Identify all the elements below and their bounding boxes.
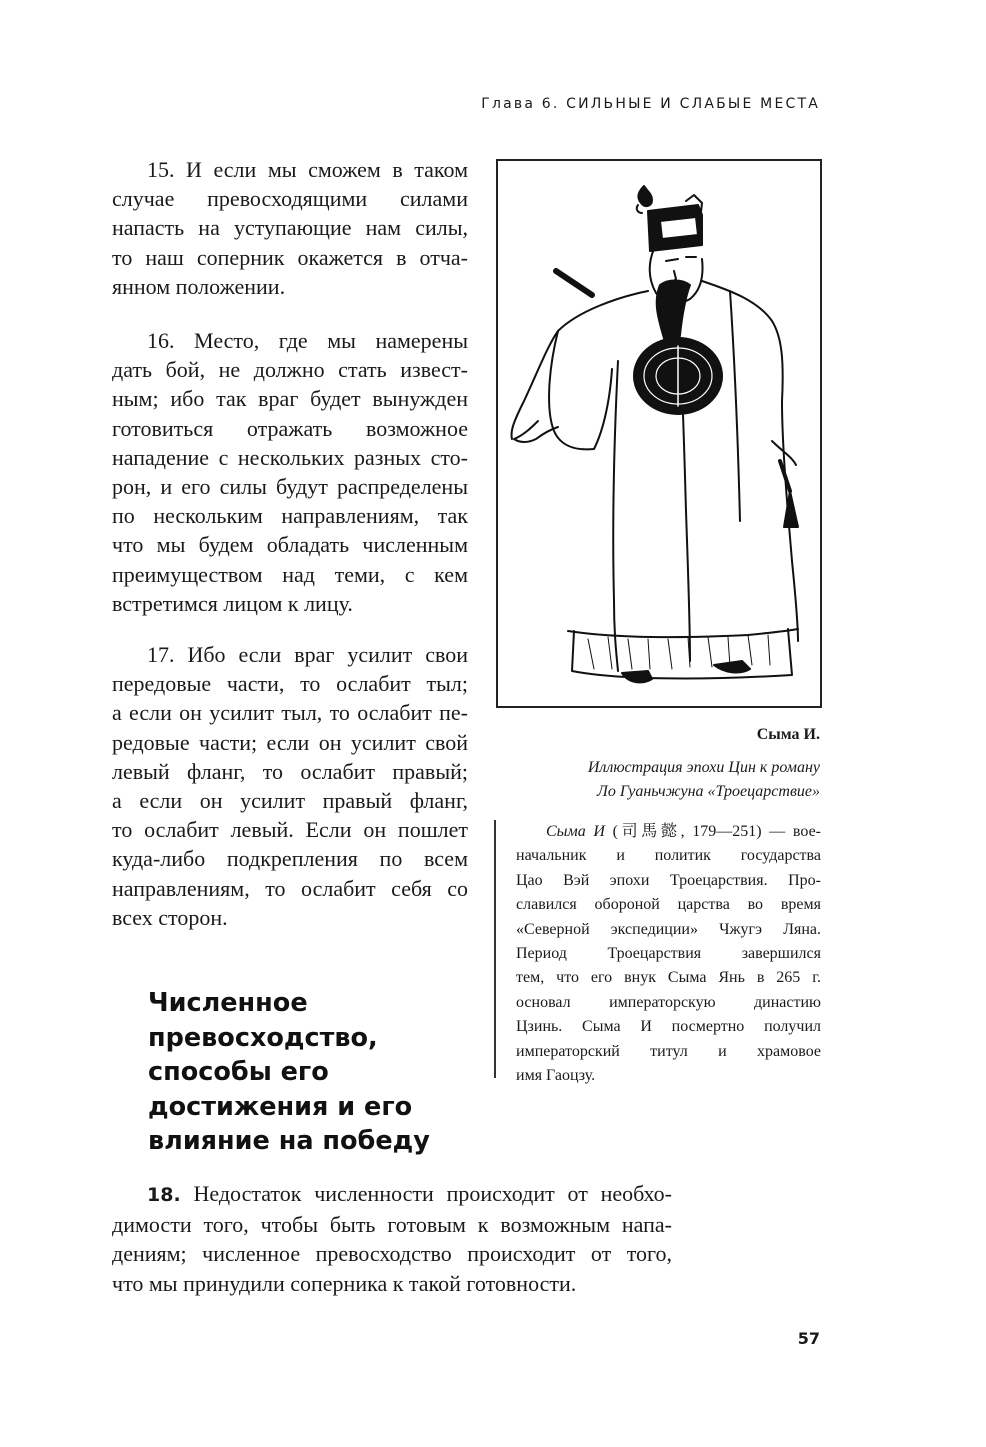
paragraph-line: по нескольким направлениям, так bbox=[112, 503, 468, 529]
paragraph-number: 15. bbox=[147, 157, 175, 182]
sidebar-line: начальник и политик государства bbox=[516, 847, 821, 865]
sidebar-name: Сыма И bbox=[546, 823, 605, 840]
paragraph-line: нападение с нескольких разных сто- bbox=[112, 444, 468, 470]
paragraph-line: 18. Недостаток численности происходит от необхо- bbox=[147, 1181, 672, 1206]
sidebar-line: имя Гаоцзу. bbox=[516, 1067, 596, 1085]
sidebar-line: «Северной экспедиции» Чжугэ Ляна. bbox=[516, 920, 821, 938]
paragraph-line: димости того, чтобы быть готовым к возможным напа- bbox=[112, 1212, 672, 1238]
paragraph-line: а если он усилит тыл, то ослабит пе- bbox=[112, 700, 468, 726]
paragraph-line: готовиться отражать возможное bbox=[112, 415, 468, 441]
paragraph-line: куда-либо подкрепления по всем bbox=[112, 846, 468, 872]
sidebar-note bbox=[516, 820, 821, 1088]
paragraph-line: направлениям, то ослабит себя со bbox=[112, 875, 468, 901]
sidebar-line: Цзинь. Сыма И посмертно получил bbox=[516, 1018, 821, 1036]
paragraph-line: 15. И если мы сможем в таком bbox=[147, 157, 468, 182]
paragraph-18 bbox=[112, 1179, 672, 1298]
sidebar-line: славился обороной царства во время bbox=[516, 896, 821, 914]
paragraph-line: что мы принудили соперника к такой готовности. bbox=[112, 1270, 577, 1296]
figure-caption-title: Сыма И. bbox=[756, 726, 820, 743]
paragraph-line: встретимся лицом к лицу. bbox=[112, 590, 353, 616]
paragraph-number: 16. bbox=[147, 328, 175, 353]
page-number: 57 bbox=[797, 1329, 820, 1348]
paragraph-number: 18. bbox=[147, 1184, 181, 1206]
paragraph-line: передовые части, то ослабит тыл; bbox=[112, 671, 468, 697]
paragraph-line: 16. Место, где мы намерены bbox=[147, 328, 468, 353]
figure-caption: Иллюстрация эпохи Цин к роману Ло Гуаньчжуна «Троецарствие» bbox=[587, 759, 820, 800]
paragraph-line: преимуществом над теми, с кем bbox=[112, 561, 468, 587]
paragraph-17 bbox=[112, 640, 468, 932]
paragraph-line: редовые части; если он усилит свой bbox=[112, 729, 468, 755]
paragraph-line: всех сторон. bbox=[112, 904, 228, 930]
sidebar-line: тем, что его внук Сыма Янь в 265 г. bbox=[516, 969, 821, 987]
paragraph-line: дать бой, не должно стать извест- bbox=[112, 357, 468, 383]
sidebar-line: Сыма И (司馬懿, 179—251) — вое- bbox=[546, 823, 821, 840]
paragraph-line: случае превосходящими силами bbox=[112, 186, 468, 212]
sidebar-line: императорский титул и храмовое bbox=[516, 1042, 821, 1060]
sidebar-line: Цао Вэй эпохи Троецарствия. Про- bbox=[516, 871, 821, 889]
paragraph-line: а если он усилит правый фланг, bbox=[112, 788, 468, 814]
paragraph-line: рон, и его силы будут распределены bbox=[112, 474, 468, 500]
section-heading: Численное превосходство, способы его достижения и его влияние на победу bbox=[148, 988, 430, 1156]
paragraph-line: напасть на уступающие нам силы, bbox=[112, 215, 468, 241]
paragraph-15 bbox=[112, 155, 468, 301]
portrait-illustration-icon bbox=[498, 161, 820, 706]
paragraph-line: ным; ибо так враг будет вынужден bbox=[112, 386, 468, 412]
paragraph-line: левый фланг, то ослабит правый; bbox=[112, 758, 468, 784]
paragraph-line: что мы будем обладать численным bbox=[112, 532, 468, 558]
paragraph-line: то наш соперник окажется в отча- bbox=[112, 244, 468, 270]
paragraph-16 bbox=[112, 326, 468, 618]
paragraph-line: то ослабит левый. Если он пошлет bbox=[112, 817, 468, 843]
sidebar-rule bbox=[494, 820, 496, 1078]
figure-illustration bbox=[496, 159, 822, 708]
sidebar-line: основал императорскую династию bbox=[516, 993, 821, 1011]
running-head: Глава 6. СИЛЬНЫЕ И СЛАБЫЕ МЕСТА bbox=[481, 96, 820, 112]
paragraph-line: дениям; численное превосходство происходит от того, bbox=[112, 1241, 672, 1267]
paragraph-number: 17. bbox=[147, 642, 175, 667]
sidebar-line: Период Троецарствия завершился bbox=[516, 945, 821, 963]
paragraph-line: 17. Ибо если враг усилит свои bbox=[147, 642, 468, 667]
paragraph-line: янном положении. bbox=[112, 273, 286, 299]
